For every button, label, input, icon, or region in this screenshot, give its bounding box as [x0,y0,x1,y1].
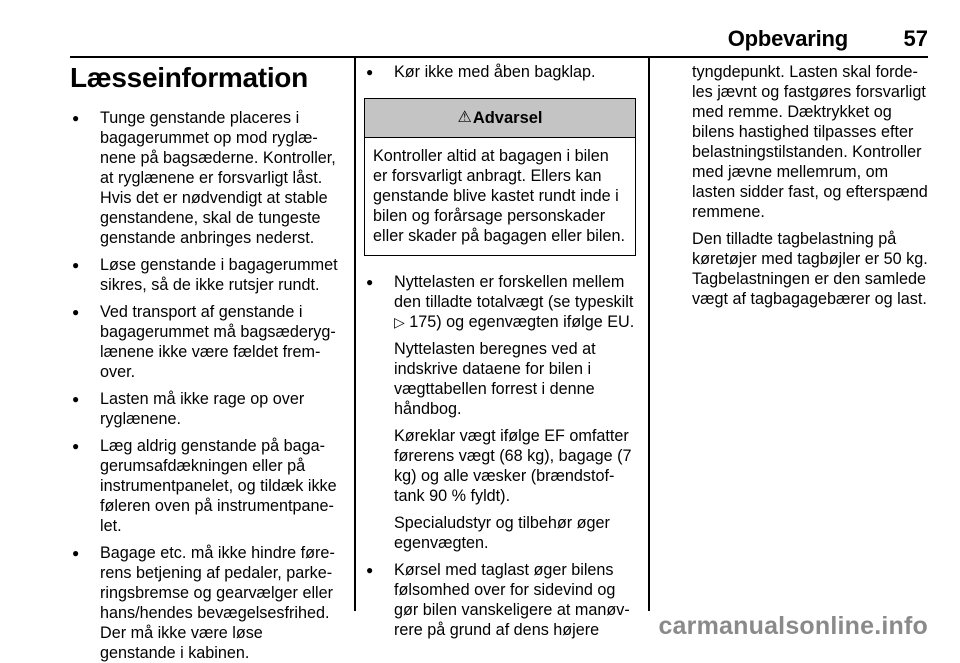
section-title: Læsseinformation [70,62,308,93]
warning-body: Kontroller altid at bagagen i bilen er forsvarligt anbragt. Ellers kan genstande blive kastet rundt inde i bilen og forårsage personskader eller skader på bagagen eller bilen. [373,147,625,245]
column-divider [354,58,356,611]
item-paragraph: Køreklar vægt ifølge EF omfatter førerens vægt (68 kg), bagage (7 kg) og alle væsker (brændstof-tank 90 % fyldt). [394,427,632,505]
page-header [70,26,928,56]
header-rule [70,56,928,58]
list-item: ● Kør ikke med åben bagklap. [364,62,636,82]
paragraph: Den tilladte tagbelastning på køretøjer med tagbøjler er 50 kg. Tagbelastningen er den samlede vægt af tagbagagebærer og last. [692,230,928,308]
item-paragraph: Nyttelasten beregnes ved at indskrive dataene for bilen i vægttabellen forrest i denne håndbog. [394,340,596,418]
item-text: 175) og egenvægten ifølge EU. [409,313,635,331]
paragraph: tyngdepunkt. Lasten skal forde-les jævnt og fastgøres forsvarligt med remme. Dæktrykket og bilens hastighed tilpasses efter belastningstilstanden. Kontroller med jævne mellemrum, om lasten sidder fast, og efterspænd remmene. [692,63,928,221]
warning-box [364,98,636,256]
column-divider [648,58,650,611]
warning-triangle-icon: ⚠ [457,109,472,126]
header-title: Opbevaring [727,26,848,51]
bullet-list-1 [70,108,342,663]
item-paragraph: Specialudstyr og tilbehør øger egenvægten. [394,514,610,552]
list-item: ● Læg aldrig genstande på baga-gerumsafdækningen eller på instrumentpanelet, og tildæk ikke føleren oven på instrumentpane-let. [70,436,342,536]
bullet-list-2a [364,62,636,82]
column-3 [692,62,928,309]
list-item: ● Kørsel med taglast øger bilens følsomhed over for sidevind og gør bilen vanskeligere at manøv-rere på grund af dens højere [364,560,636,640]
list-item: ● Ved transport af genstande i bagagerummet må bagsæderyg-lænene ikke være fældet frem-over. [70,302,342,382]
list-item: ● Løse genstande i bagagerummet sikres, så de ikke rutsjer rundt. [70,255,342,295]
warning-title: Advarsel [472,109,543,127]
list-item: ● Lasten må ikke rage op over ryglænene. [70,389,342,429]
page-reference-icon: ▷ [394,314,405,330]
page-number: 57 [903,26,928,51]
watermark: carmanualsonline.info [658,612,928,640]
bullet-list-2b [364,272,636,640]
column-1 [70,108,342,663]
warning-header [365,99,635,138]
item-text: Nyttelasten er forskellen mellem den tilladte totalvægt (se typeskilt [394,273,634,311]
list-item: ● Bagage etc. må ikke hindre føre-rens betjening af pedaler, parke-ringsbremse og gearvælger eller hans/hendes bevægelsesfrihed. Der må ikke være løse genstande i kabinen. [70,543,342,663]
list-item: ● Tunge genstande placeres i bagagerummet op mod ryglæ-nene på bagsæderne. Kontroller, at ryglænene er forsvarligt låst. Hvis det er nødvendigt at stable genstandene, skal de tungeste genstande anbringes nederst. [70,108,342,248]
column-2 [364,62,636,640]
list-item [364,272,636,553]
